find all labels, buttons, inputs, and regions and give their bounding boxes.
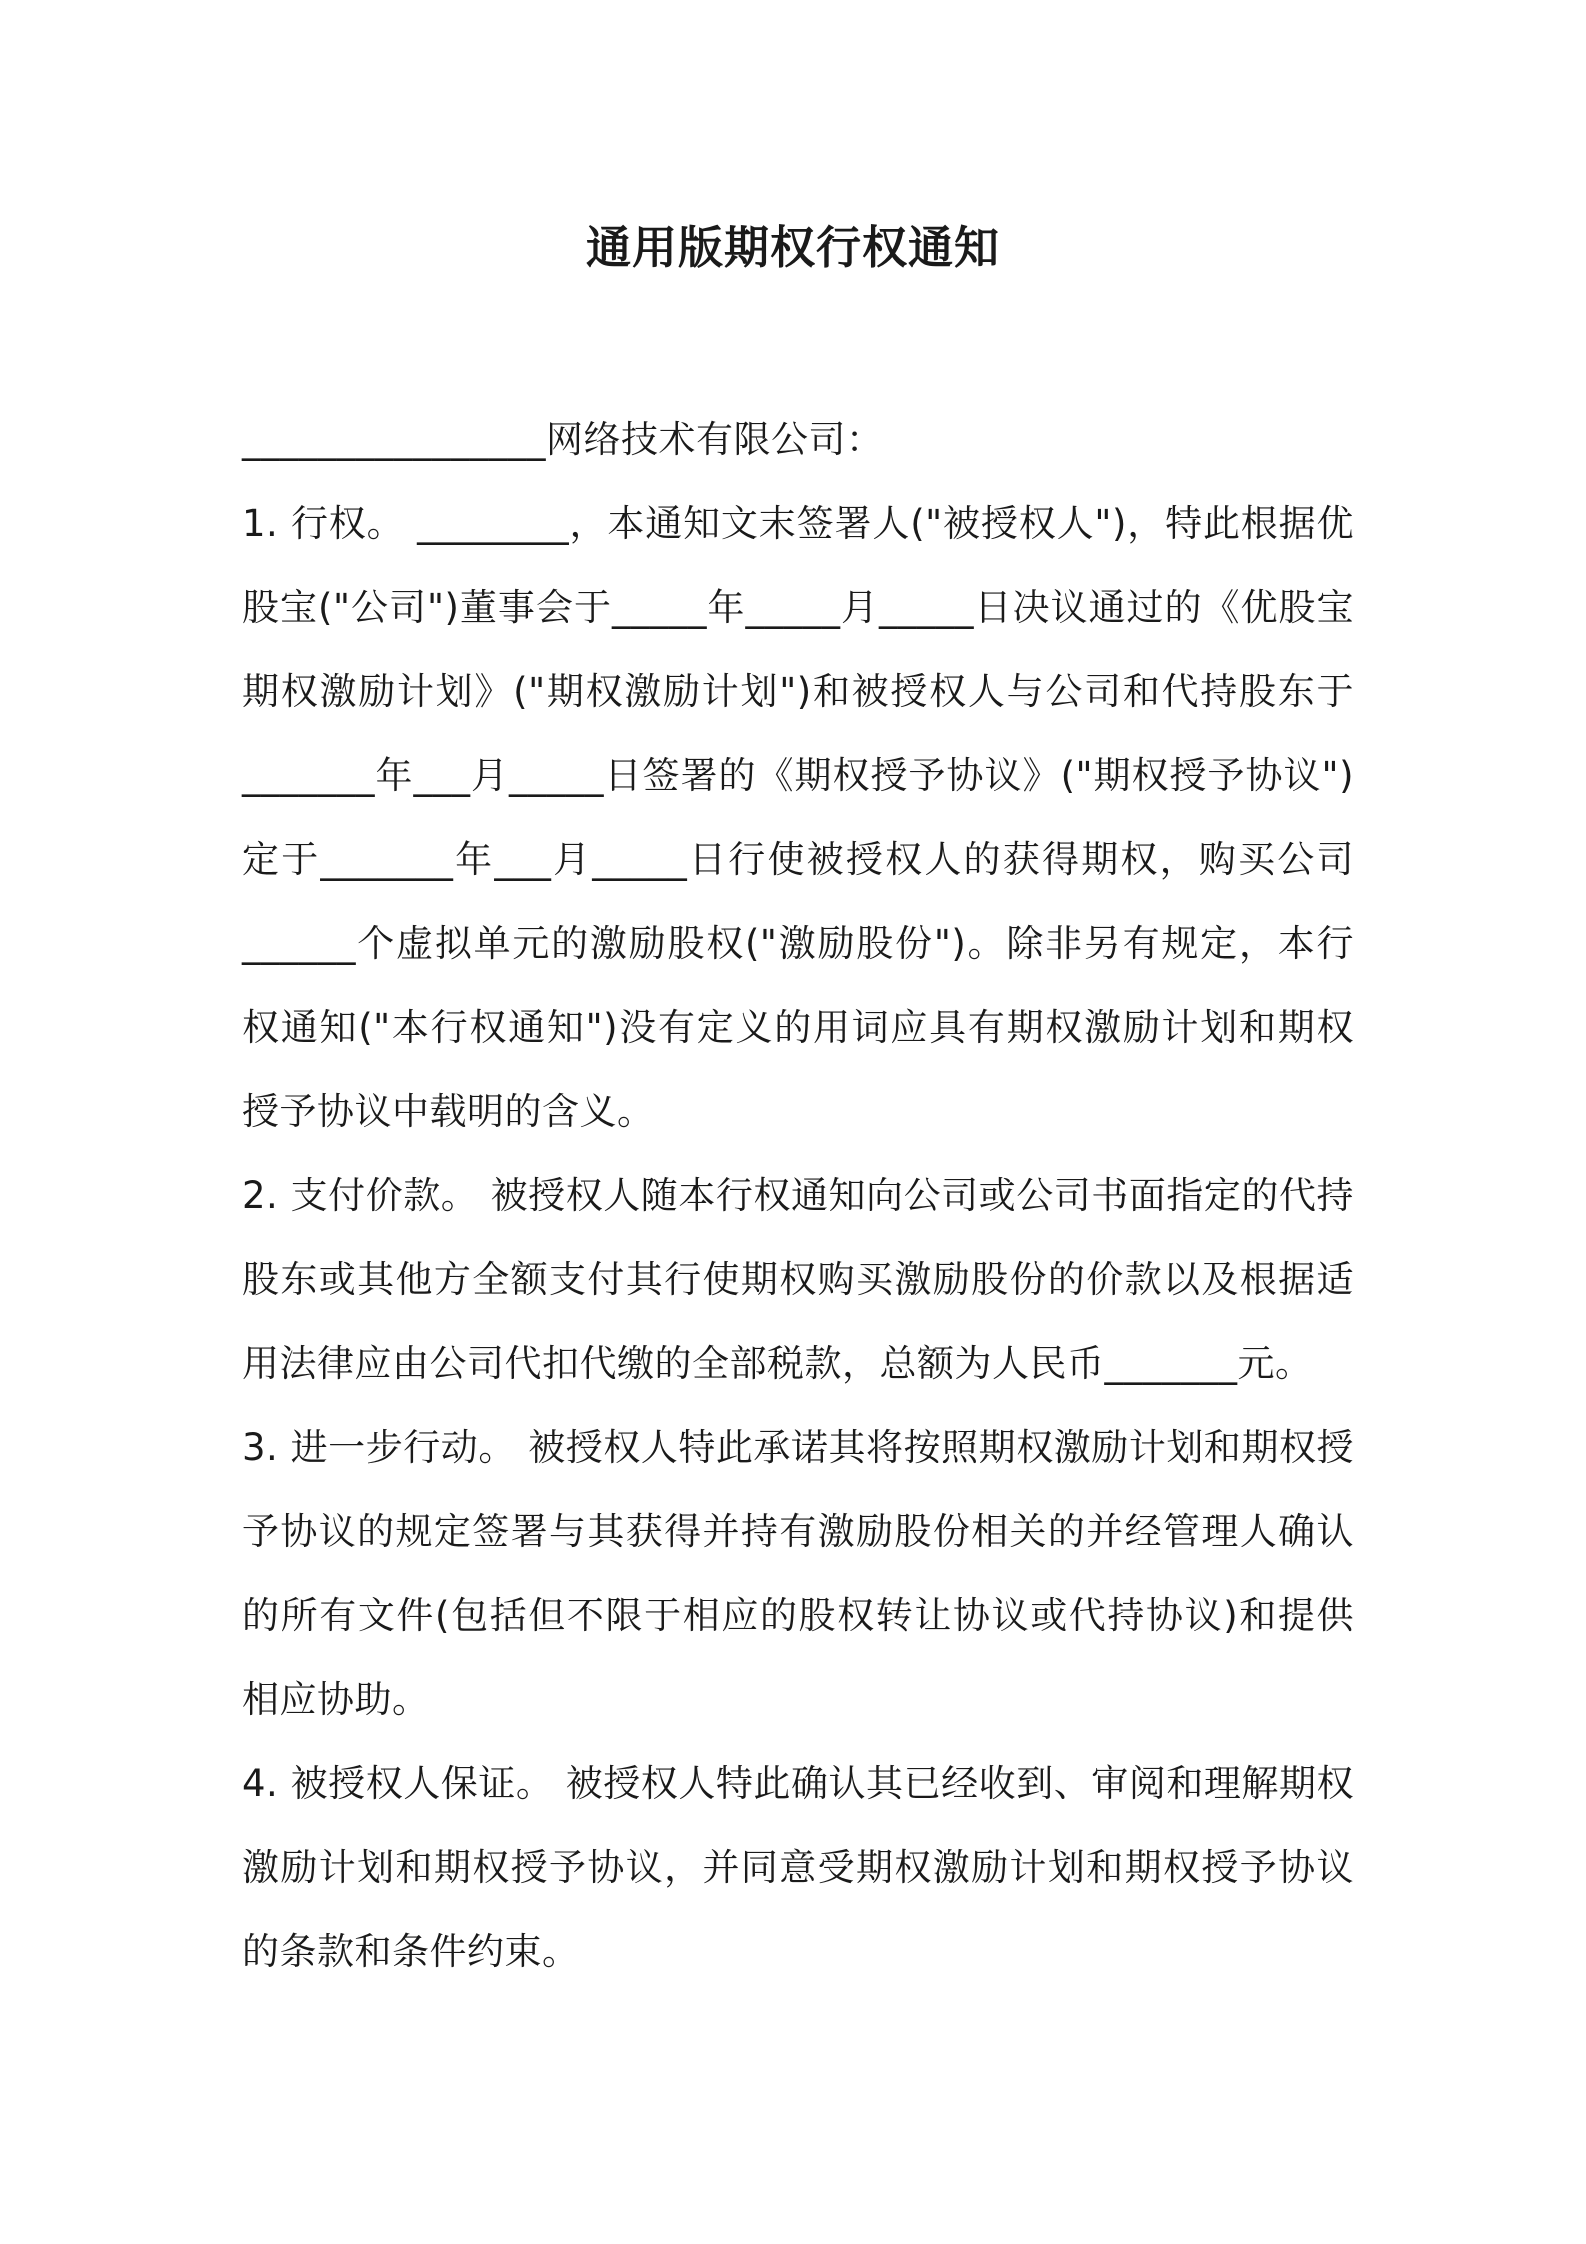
clause-list bbox=[242, 482, 1354, 1994]
clause-heading: 被授权人保证。 bbox=[290, 1762, 554, 1805]
clause-number: 4. bbox=[242, 1762, 279, 1805]
clause-heading: 支付价款。 bbox=[290, 1174, 479, 1217]
salutation: ________________网络技术有限公司： bbox=[242, 418, 884, 461]
document-title: 通用版期权行权通知 bbox=[585, 221, 1000, 274]
clause-2 bbox=[242, 1154, 1354, 1406]
clause-text: 被授权人特此确认其已经收到、审阅和理解期权激励计划和期权授予协议，并同意受期权激励计划和期权授予协议的条款和条件约束。 bbox=[242, 1762, 1355, 1973]
clause-number: 1. bbox=[242, 502, 279, 545]
clause-number: 3. bbox=[242, 1426, 279, 1469]
clause-4 bbox=[242, 1742, 1354, 1994]
clause-text: 被授权人特此承诺其将按照期权激励计划和期权授予协议的规定签署与其获得并持有激励股份相关的并经管理人确认的所有文件(包括但不限于相应的股权转让协议或代持协议)和提供相应协助。 bbox=[242, 1426, 1355, 1721]
clause-number: 2. bbox=[242, 1174, 279, 1217]
clause-1 bbox=[242, 482, 1354, 1154]
clause-3 bbox=[242, 1406, 1354, 1742]
clause-heading: 行权。 bbox=[290, 502, 405, 545]
clause-text: 被授权人随本行权通知向公司或公司书面指定的代持股东或其他方全额支付其行使期权购买激励股份的价款以及根据适用法律应由公司代扣代缴的全部税款，总额为人民币_______元。 bbox=[242, 1174, 1355, 1385]
clause-text: ________，本通知文末签署人("被授权人")，特此根据优股宝("公司")董事会于_____年_____月_____日决议通过的《优股宝期权激励计划》("期权激励计划")和被授权人与公司和代持股东于_______年___月_____日签署的《期权授予协议》("期权授予协议")定于_______年___月_____日行使被授权人的获得期权，购买公司______个虚拟单元的激励股权("激励股份")。除非另有规定，本行权通知("本行权通知")没有定义的用词应具有期权激励计划和期权授予协议中载明的含义。 bbox=[242, 502, 1355, 1133]
clause-heading: 进一步行动。 bbox=[290, 1426, 516, 1469]
